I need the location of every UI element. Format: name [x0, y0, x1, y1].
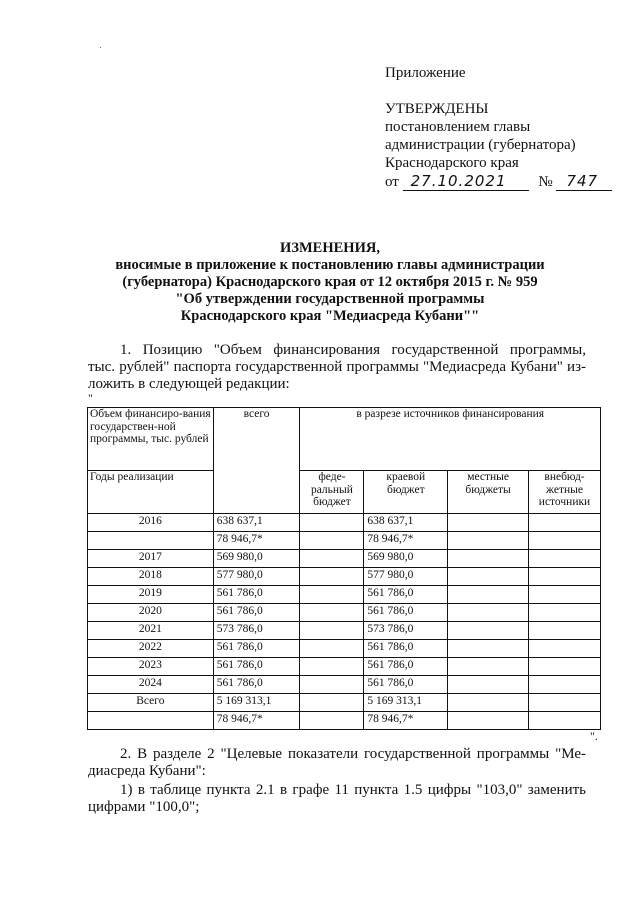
- row-federal: [300, 514, 364, 532]
- row-year: 2023: [88, 658, 214, 676]
- table-row: [88, 712, 601, 730]
- row-year: 2022: [88, 640, 214, 658]
- row-federal: [300, 604, 364, 622]
- row-local: [448, 694, 529, 712]
- table-row: [88, 586, 601, 604]
- row-local: [448, 514, 529, 532]
- header-local: местные бюджеты: [448, 471, 529, 514]
- title-line-5: Краснодарского края "Медиасреда Кубани"": [180, 308, 480, 324]
- row-offbudget: [529, 712, 601, 730]
- row-total: 561 786,0: [213, 604, 300, 622]
- table-row: [88, 676, 601, 694]
- row-regional: 638 637,1: [364, 514, 448, 532]
- row-regional: 78 946,7*: [364, 712, 448, 730]
- title-line-4: "Об утверждении государственной программы: [175, 291, 485, 307]
- title-line-1: ИЗМЕНЕНИЯ,: [280, 240, 380, 256]
- table-row: [88, 532, 601, 550]
- para2-line-1: 2. В разделе 2 "Целевые показатели государственной программы "Ме-: [120, 746, 586, 762]
- row-local: [448, 550, 529, 568]
- row-total: 5 169 313,1: [213, 694, 300, 712]
- approval-line-2: администрации (губернатора): [385, 137, 576, 153]
- row-total: 561 786,0: [213, 640, 300, 658]
- table-row: [88, 568, 601, 586]
- header-federal: феде-ральный бюджет: [300, 471, 364, 514]
- row-regional: 5 169 313,1: [364, 694, 448, 712]
- row-local: [448, 586, 529, 604]
- document-title: [88, 240, 572, 325]
- close-quote: ".: [590, 729, 598, 743]
- para1-line-2: тыс. рублей" паспорта государственной программы "Медиасреда Кубани" из-: [88, 359, 586, 375]
- row-local: [448, 712, 529, 730]
- row-local: [448, 604, 529, 622]
- row-year: 2017: [88, 550, 214, 568]
- table-row: [88, 622, 601, 640]
- paragraph-3: [88, 782, 586, 816]
- table-row: [88, 658, 601, 676]
- para3-line-2: цифрами "100,0";: [88, 799, 200, 815]
- row-local: [448, 640, 529, 658]
- row-total: 569 980,0: [213, 550, 300, 568]
- row-year: 2020: [88, 604, 214, 622]
- table-row: [88, 514, 601, 532]
- row-federal: [300, 640, 364, 658]
- row-regional: 577 980,0: [364, 568, 448, 586]
- row-total: 561 786,0: [213, 676, 300, 694]
- row-federal: [300, 532, 364, 550]
- row-local: [448, 622, 529, 640]
- number-label: №: [538, 174, 553, 190]
- row-offbudget: [529, 550, 601, 568]
- row-regional: 573 786,0: [364, 622, 448, 640]
- row-regional: 561 786,0: [364, 676, 448, 694]
- para3-line-1: 1) в таблице пункта 2.1 в графе 11 пункта 1.5 цифры "103,0" заменить: [120, 782, 586, 798]
- para1-line-1: 1. Позицию "Объем финансирования государственной программы,: [120, 342, 586, 358]
- table-row: [88, 694, 601, 712]
- row-federal: [300, 712, 364, 730]
- para1-line-3: ложить в следующей редакции:: [88, 376, 290, 392]
- para2-line-2: диасреда Кубани":: [88, 763, 206, 779]
- row-federal: [300, 658, 364, 676]
- header-offbudget: внебюд-жетные источники: [529, 471, 601, 514]
- row-offbudget: [529, 658, 601, 676]
- approved-label: УТВЕРЖДЕНЫ: [385, 101, 489, 117]
- handwritten-date: 27.10.2021: [403, 172, 529, 191]
- row-offbudget: [529, 532, 601, 550]
- row-total: 573 786,0: [213, 622, 300, 640]
- row-year: 2019: [88, 586, 214, 604]
- row-offbudget: [529, 676, 601, 694]
- row-total: 577 980,0: [213, 568, 300, 586]
- row-federal: [300, 586, 364, 604]
- row-local: [448, 658, 529, 676]
- row-regional: 561 786,0: [364, 604, 448, 622]
- row-offbudget: [529, 586, 601, 604]
- scan-dot: [100, 47, 101, 48]
- row-offbudget: [529, 694, 601, 712]
- table-row: [88, 604, 601, 622]
- row-offbudget: [529, 514, 601, 532]
- row-federal: [300, 676, 364, 694]
- header-regional: краевой бюджет: [364, 471, 448, 514]
- row-offbudget: [529, 622, 601, 640]
- open-quote: ": [88, 391, 93, 405]
- row-total: 561 786,0: [213, 658, 300, 676]
- row-federal: [300, 694, 364, 712]
- approval-block: [385, 64, 612, 191]
- approval-line-3: Краснодарского края: [385, 155, 519, 171]
- row-offbudget: [529, 640, 601, 658]
- approval-line-1: постановлением главы: [385, 119, 531, 135]
- row-offbudget: [529, 568, 601, 586]
- row-total: 78 946,7*: [213, 532, 300, 550]
- row-offbudget: [529, 604, 601, 622]
- approval-date-line: [385, 172, 612, 191]
- row-regional: 561 786,0: [364, 640, 448, 658]
- row-year: 2018: [88, 568, 214, 586]
- appendix-label: Приложение: [385, 65, 466, 81]
- row-total: 78 946,7*: [213, 712, 300, 730]
- row-regional: 561 786,0: [364, 586, 448, 604]
- row-regional: 78 946,7*: [364, 532, 448, 550]
- header-total: всего: [213, 408, 300, 514]
- row-total: 561 786,0: [213, 586, 300, 604]
- paragraph-1: [88, 342, 586, 403]
- row-regional: 569 980,0: [364, 550, 448, 568]
- row-year: [88, 532, 214, 550]
- table-row: [88, 640, 601, 658]
- from-label: от: [385, 174, 399, 190]
- title-line-2: вносимые в приложение к постановлению главы администрации: [115, 257, 545, 273]
- row-total: 638 637,1: [213, 514, 300, 532]
- title-line-3: (губернатора) Краснодарского края от 12 октября 2015 г. № 959: [122, 274, 538, 290]
- row-federal: [300, 622, 364, 640]
- financing-table: [87, 407, 601, 730]
- row-year: [88, 712, 214, 730]
- row-local: [448, 532, 529, 550]
- row-year: 2021: [88, 622, 214, 640]
- row-local: [448, 568, 529, 586]
- row-year: 2016: [88, 514, 214, 532]
- row-year: Всего: [88, 694, 214, 712]
- row-federal: [300, 550, 364, 568]
- header-years: Годы реализации: [88, 471, 214, 514]
- row-federal: [300, 568, 364, 586]
- row-regional: 561 786,0: [364, 658, 448, 676]
- row-local: [448, 676, 529, 694]
- table-row: [88, 550, 601, 568]
- paragraph-2: [88, 746, 586, 780]
- header-volume: Объем финансиро-вания государствен-ной программы, тыс. рублей: [88, 408, 214, 471]
- handwritten-number: 747: [556, 172, 612, 191]
- header-sources: в разрезе источников финансирования: [300, 408, 601, 471]
- row-year: 2024: [88, 676, 214, 694]
